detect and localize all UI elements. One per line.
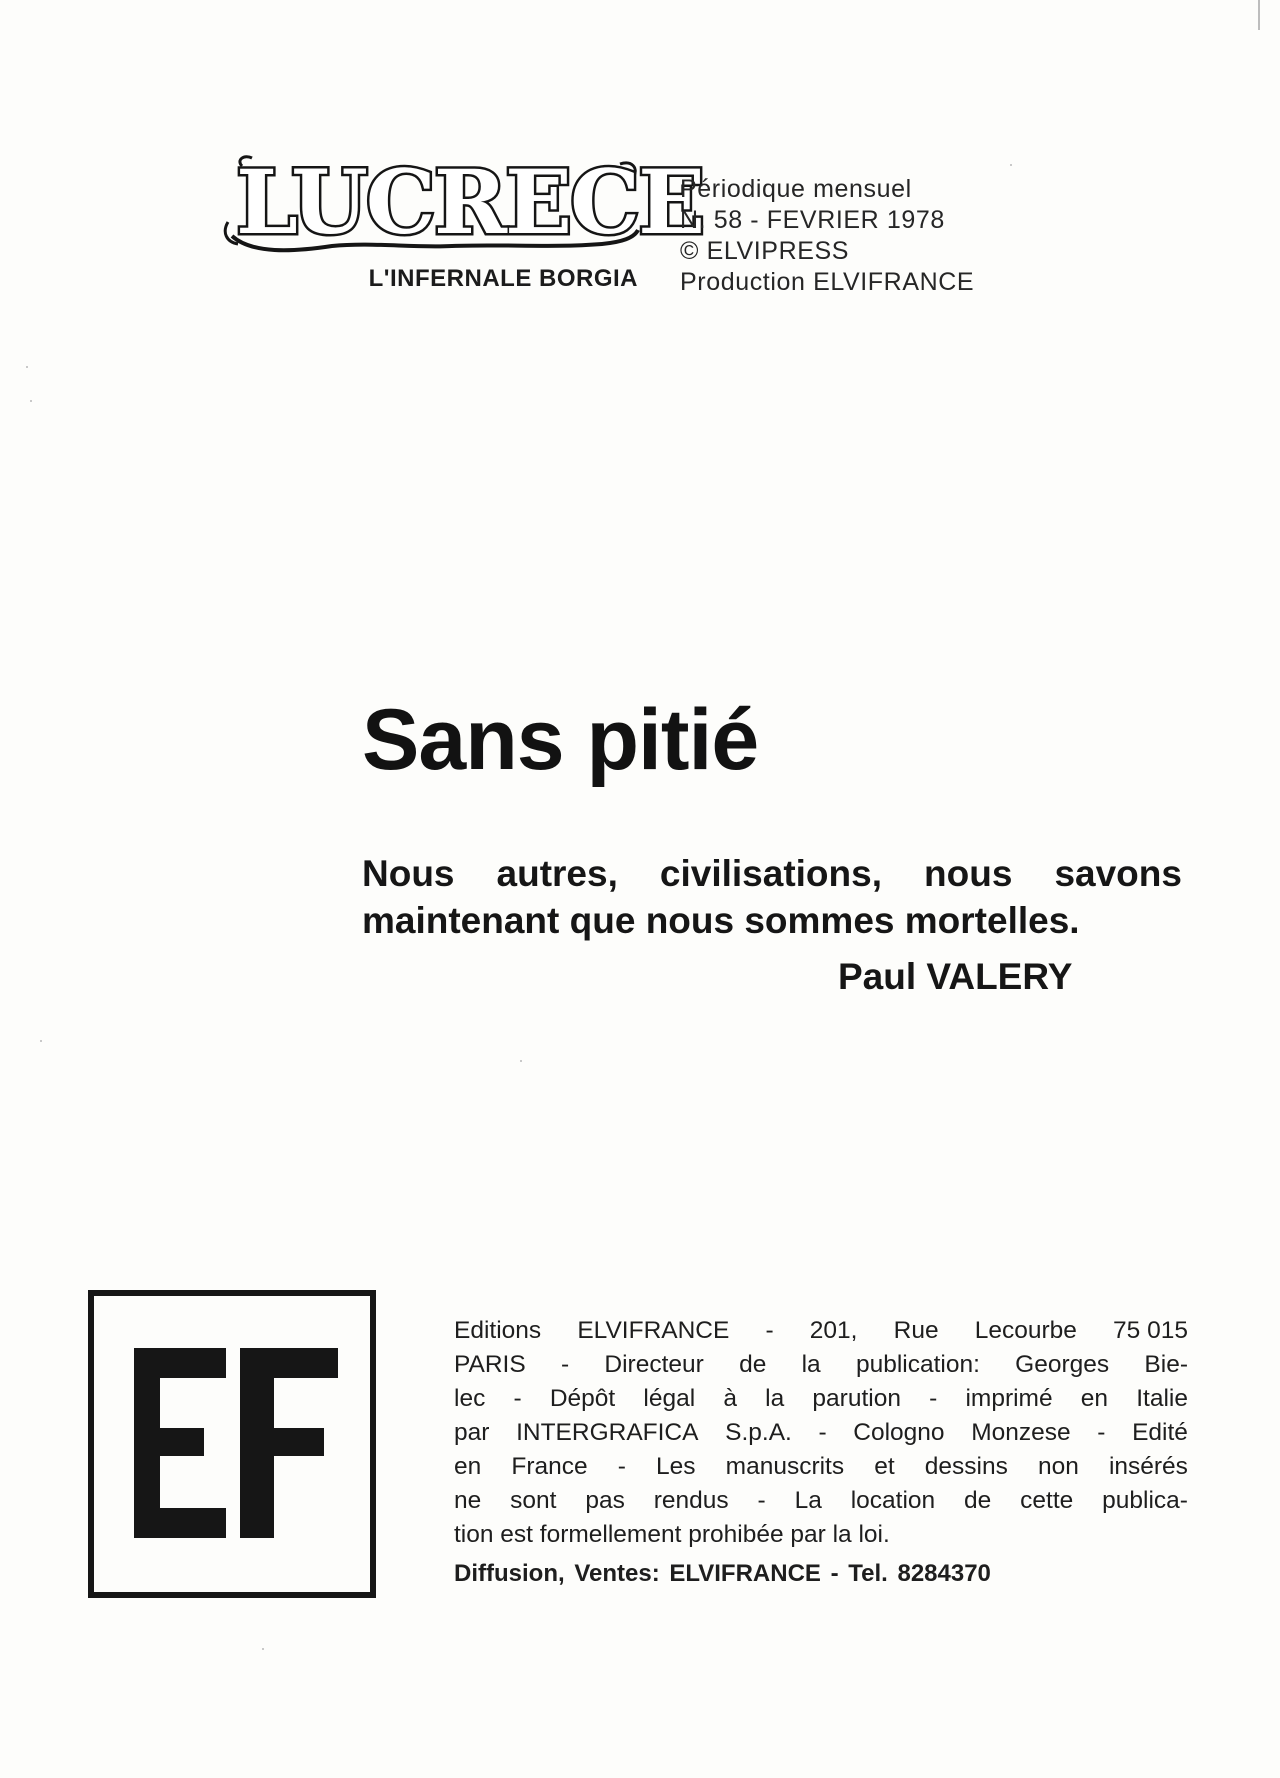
legal-word: dessins (924, 1453, 1008, 1480)
legal-word: lec (454, 1385, 486, 1412)
legal-word: Italie (1136, 1385, 1188, 1412)
legal-word: - (1097, 1419, 1106, 1446)
legal-word: - (818, 1419, 827, 1446)
logo-wordmark: LUCRECE (236, 150, 704, 254)
epigraph-quote (362, 850, 1182, 944)
legal-line (454, 1382, 1188, 1416)
ef-logo-stroke (240, 1348, 338, 1378)
legal-word: 75 015 (1113, 1317, 1188, 1344)
quote-word: nous (924, 853, 1013, 894)
legal-line (454, 1348, 1188, 1382)
legal-word: PARIS (454, 1351, 526, 1378)
legal-word: Bie- (1144, 1351, 1188, 1378)
info-line-production: Production ELVIFRANCE (680, 268, 975, 296)
legal-word: et (874, 1453, 895, 1480)
legal-word: Directeur (604, 1351, 704, 1378)
info-line-frequency: Périodique mensuel (680, 175, 912, 203)
scan-speck (1010, 164, 1012, 166)
scan-speck (40, 1040, 42, 1042)
legal-word: cette (1020, 1487, 1074, 1514)
legal-word: Lecourbe (974, 1317, 1077, 1344)
lucrece-logo (222, 150, 704, 298)
legal-word: S.p.A. (725, 1419, 792, 1446)
scan-speck (262, 1648, 264, 1650)
legal-word: de (964, 1487, 992, 1514)
scan-speck (26, 366, 28, 368)
quote-line-2: maintenant que nous sommes mortelles. (362, 900, 1080, 941)
legal-word: non (1037, 1453, 1079, 1480)
quote-word: savons (1054, 853, 1182, 894)
legal-word: publica- (1102, 1487, 1188, 1514)
quote-word: civilisations, (659, 853, 882, 894)
legal-word: de (739, 1351, 767, 1378)
legal-word: ne (454, 1487, 482, 1514)
legal-word: Edité (1132, 1419, 1188, 1446)
legal-word: Monzese (971, 1419, 1071, 1446)
legal-word: pas (585, 1487, 625, 1514)
legal-word: La (794, 1487, 822, 1514)
legal-word: - (560, 1351, 570, 1378)
ef-logo-stroke (240, 1428, 324, 1456)
info-line-copyright: © ELVIPRESS (680, 237, 850, 265)
legal-word: imprimé (965, 1385, 1053, 1412)
logo-subtitle: L'INFERNALE BORGIA (368, 265, 638, 292)
legal-word: - (617, 1453, 626, 1480)
legal-word: rendus (653, 1487, 729, 1514)
ef-logo-stroke (134, 1348, 226, 1378)
legal-word: par (454, 1419, 490, 1446)
legal-word: INTERGRAFICA (516, 1419, 699, 1446)
page-title: Sans pitié (362, 692, 759, 788)
legal-notice (454, 1314, 1188, 1590)
legal-word: tion est formellement prohibée par la loi. (454, 1521, 890, 1548)
legal-word: - (929, 1385, 938, 1412)
scan-speck (30, 400, 32, 402)
quote-line-1 (362, 850, 1182, 897)
legal-word: location (850, 1487, 936, 1514)
diffusion-contact: Diffusion, Ventes: ELVIFRANCE - Tel. 8284370 (454, 1560, 991, 1587)
info-line-issue: N. 58 - FEVRIER 1978 (680, 206, 945, 234)
scan-edge-mark (1258, 0, 1260, 30)
legal-word: - (765, 1317, 774, 1344)
legal-word: insérés (1108, 1453, 1188, 1480)
legal-line (454, 1314, 1188, 1348)
legal-word: la (801, 1351, 821, 1378)
ef-logo-stroke (134, 1428, 204, 1456)
legal-word: Editions (454, 1317, 542, 1344)
legal-word: Dépôt (549, 1385, 616, 1412)
legal-line (454, 1518, 1188, 1552)
legal-word: Cologno (853, 1419, 945, 1446)
legal-word: sont (510, 1487, 557, 1514)
scan-speck (520, 1060, 522, 1062)
ef-publisher-logo (88, 1290, 376, 1598)
legal-word: parution (812, 1385, 901, 1412)
legal-word: Les (656, 1453, 696, 1480)
quote-word: Nous (362, 853, 455, 894)
ef-logo-stroke (134, 1508, 226, 1538)
legal-word: publication: (855, 1351, 980, 1378)
legal-word: manuscrits (725, 1453, 845, 1480)
legal-word: 201, (809, 1317, 858, 1344)
legal-word: ELVIFRANCE (577, 1317, 730, 1344)
legal-word: légal (643, 1385, 696, 1412)
legal-word: - (513, 1385, 522, 1412)
legal-word: Rue (893, 1317, 939, 1344)
legal-word: en (1080, 1385, 1109, 1412)
legal-word: en (454, 1453, 482, 1480)
legal-line (454, 1484, 1188, 1518)
legal-word: Georges (1015, 1351, 1110, 1378)
periodical-info (680, 174, 974, 298)
legal-word: France (511, 1453, 588, 1480)
quote-word: autres, (496, 853, 618, 894)
legal-word: - (757, 1487, 766, 1514)
legal-line (454, 1450, 1188, 1484)
legal-word: à (723, 1385, 737, 1412)
legal-line (454, 1416, 1188, 1450)
quote-author: Paul VALERY (838, 956, 1073, 997)
legal-word: la (765, 1385, 785, 1412)
